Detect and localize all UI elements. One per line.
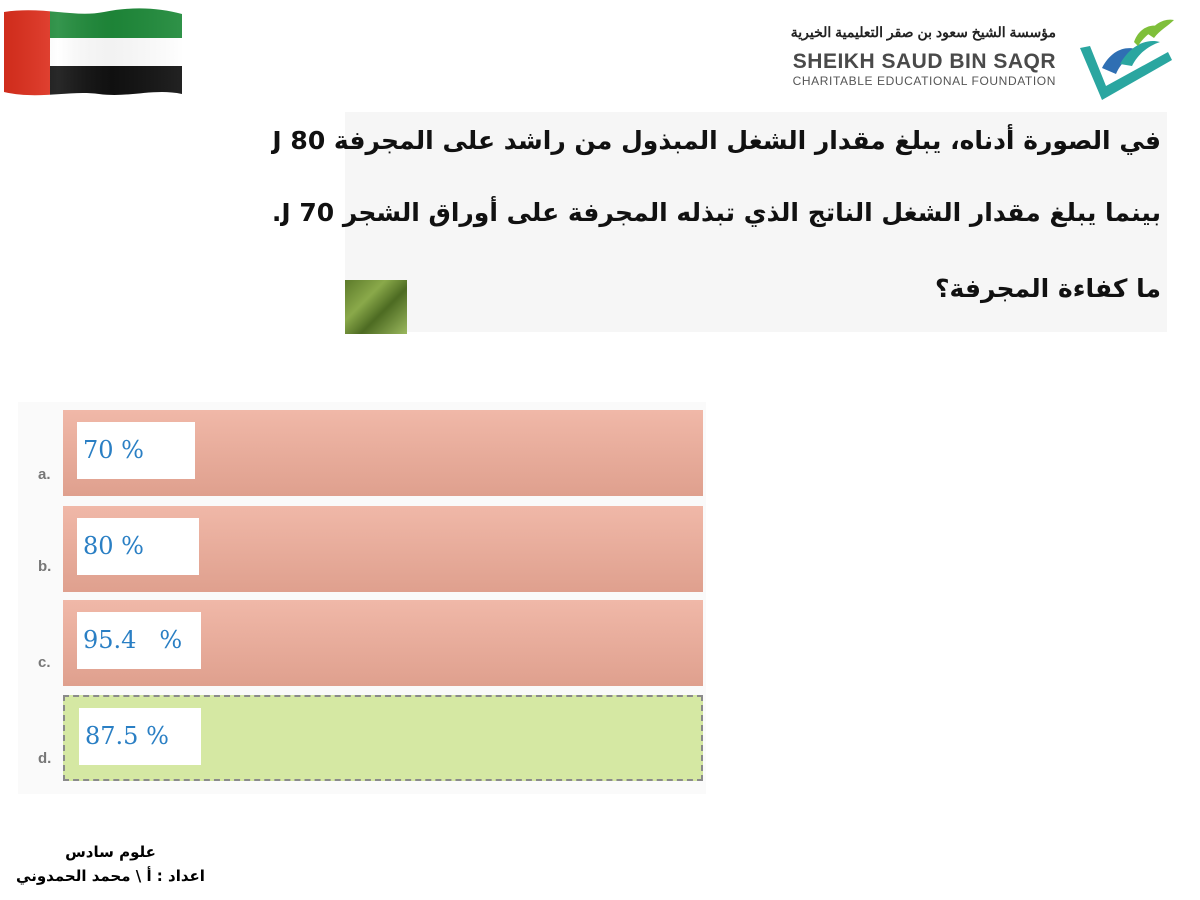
question-panel [271, 112, 1167, 332]
option-b[interactable] [63, 506, 703, 592]
question-line-3: ما كفاءة المجرفة؟ [934, 274, 1161, 303]
option-d-value: 87.5 % [79, 708, 201, 765]
option-b-letter: b. [38, 558, 52, 575]
foundation-logo [760, 8, 1180, 104]
option-c-value: 95.4 % [77, 612, 201, 669]
footer-subject: علوم سادس [65, 843, 156, 861]
option-c-letter: c. [38, 654, 51, 671]
question-line-2: بينما يبلغ مقدار الشغل الناتج الذي تبذله المجرفة على أوراق الشجر J 70. [271, 198, 1161, 227]
option-d-correct[interactable] [63, 695, 703, 781]
logo-english-subtitle: CHARITABLE EDUCATIONAL FOUNDATION [792, 74, 1056, 88]
option-b-value: 80 % [77, 518, 199, 575]
logo-english-name: SHEIKH SAUD BIN SAQR [792, 50, 1056, 73]
footer-author: اعداد : أ \ محمد الحمدوني [16, 867, 205, 885]
option-a-value: 70 % [77, 422, 195, 479]
option-d-letter: d. [38, 750, 52, 767]
foundation-emblem-icon [1072, 8, 1180, 104]
option-a-letter: a. [38, 466, 51, 483]
footer-credit [8, 840, 213, 888]
question-line-1: في الصورة أدناه، يبلغ مقدار الشغل المبذول من راشد على المجرفة J 80 [272, 126, 1161, 155]
option-c[interactable] [63, 600, 703, 686]
leaves-image-thumbnail [345, 280, 407, 334]
logo-arabic-name: مؤسسة الشيخ سعود بن صقر التعليمية الخيرية [790, 24, 1056, 40]
uae-flag-image [4, 6, 184, 98]
option-a[interactable] [63, 410, 703, 496]
answer-options [18, 402, 706, 794]
